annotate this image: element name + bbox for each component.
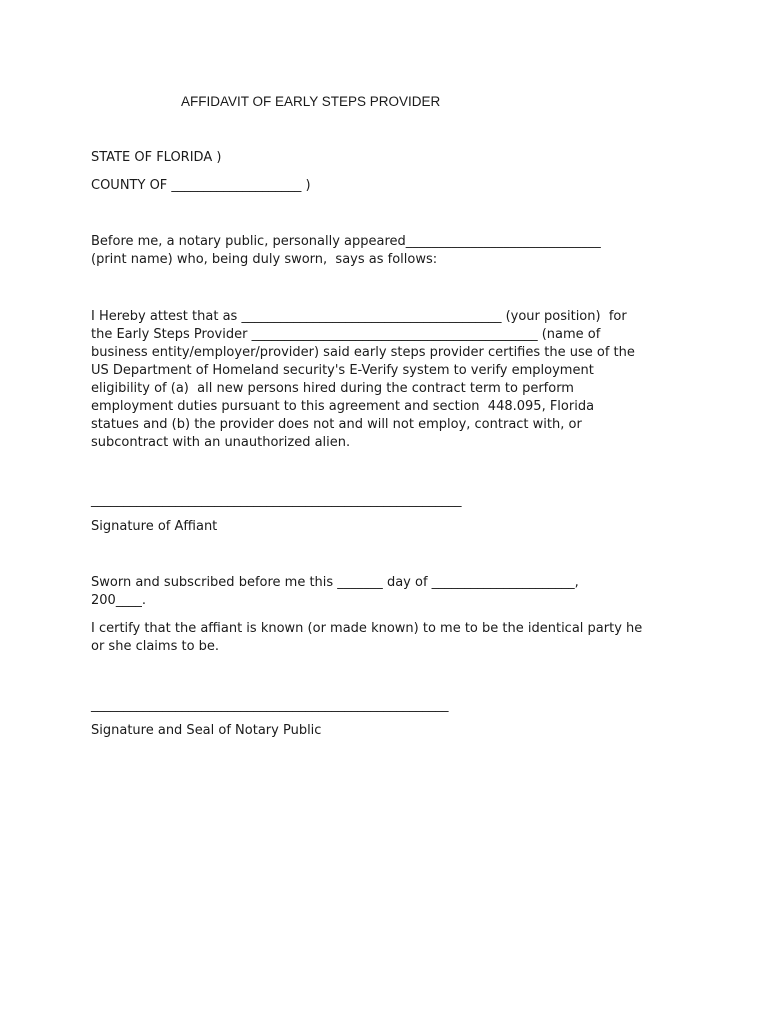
attestation-line: eligibility of (a) all new persons hired during the contract term to perform [91,381,574,396]
notary-signature-line: _______________________________________________________ [91,698,449,713]
document-title: AFFIDAVIT OF EARLY STEPS PROVIDER [181,94,441,109]
attestation-line: statues and (b) the provider does not and will not employ, contract with, or [91,417,582,432]
certify-line-2: or she claims to be. [91,639,220,654]
attestation-line: the Early Steps Provider ____________________________________________ (name of [91,327,601,342]
attestation-line: subcontract with an unauthorized alien. [91,435,351,450]
attestation-line: business entity/employer/provider) said early steps provider certifies the use of the [91,345,635,360]
notary-signature-label: Signature and Seal of Notary Public [91,723,322,738]
attestation-line: employment duties pursuant to this agreement and section 448.095, Florida [91,399,595,414]
sworn-line-2: 200____. [91,593,146,608]
appearance-line-2: (print name) who, being duly sworn, says as follows: [91,252,438,267]
state-line: STATE OF FLORIDA ) [91,150,222,165]
attestation-line: US Department of Homeland security's E-Verify system to verify employment [91,363,594,378]
county-line: COUNTY OF ____________________ ) [91,178,311,193]
certify-line-1: I certify that the affiant is known (or made known) to me to be the identical party he [91,621,643,636]
affiant-signature-line: _________________________________________________________ [91,493,462,508]
attestation-line: I Hereby attest that as ________________________________________ (your position) for [91,309,627,324]
sworn-line-1: Sworn and subscribed before me this _______ day of ______________________, [91,575,579,590]
appearance-line-1: Before me, a notary public, personally appeared______________________________ [91,234,601,249]
affiant-signature-label: Signature of Affiant [91,519,218,534]
